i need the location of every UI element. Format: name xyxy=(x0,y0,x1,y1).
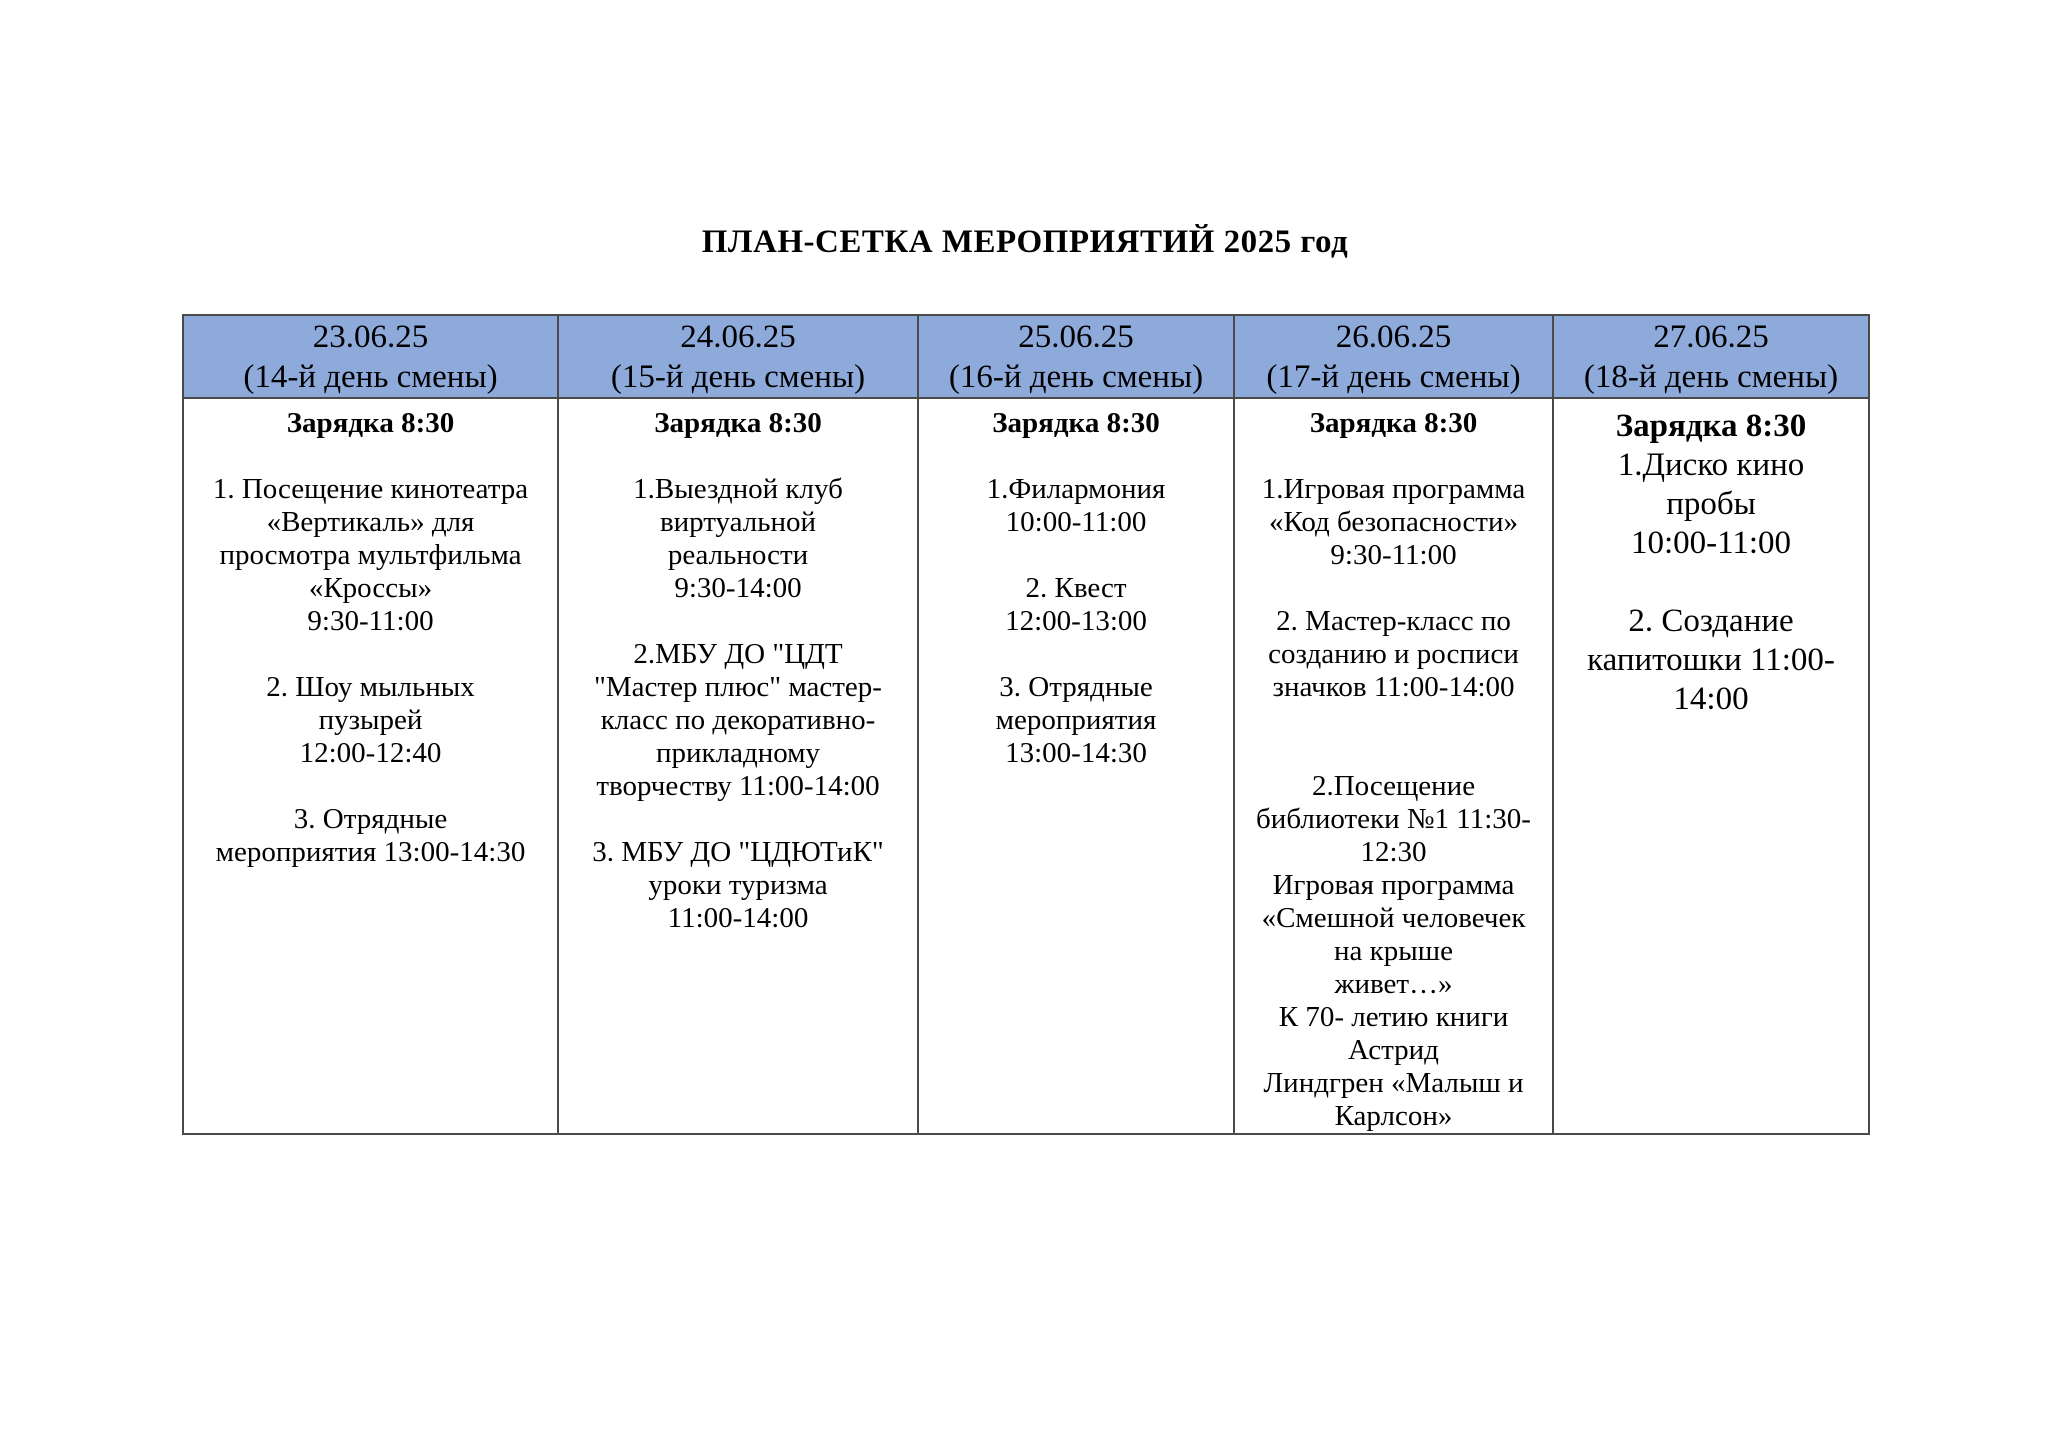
cell-line: 3. МБУ ДО "ЦДЮТиК" xyxy=(592,836,884,868)
cell-line: виртуальной xyxy=(659,506,817,538)
cell-line: 1.Выездной клуб xyxy=(633,473,843,505)
cell-line: уроки туризма xyxy=(648,869,828,901)
cell-line xyxy=(190,440,551,473)
cell-line: 2. Квест xyxy=(1025,572,1127,604)
page-title: ПЛАН-СЕТКА МЕРОПРИЯТИЙ 2025 год xyxy=(701,224,1349,260)
column-date: 26.06.25 xyxy=(1335,318,1452,355)
cell-line: 9:30-11:00 xyxy=(1330,539,1457,571)
cell-line xyxy=(925,539,1227,572)
column-header-day-17 xyxy=(1234,315,1553,398)
cell-line: 12:00-13:00 xyxy=(1005,605,1147,637)
header-row xyxy=(183,315,1869,398)
cell-line: 12:30 xyxy=(1360,836,1427,868)
schedule-cell-day-15 xyxy=(558,398,918,1134)
cell-line: 2.МБУ ДО "ЦДТ xyxy=(633,638,843,670)
cell-line: Игровая программа xyxy=(1272,869,1515,901)
cell-line xyxy=(565,803,911,836)
schedule-cell-day-17 xyxy=(1234,398,1553,1134)
cell-line: живет…» xyxy=(1334,968,1453,1000)
schedule-cell-day-14 xyxy=(183,398,558,1134)
column-date: 24.06.25 xyxy=(680,318,796,355)
column-date: 23.06.25 xyxy=(312,318,429,355)
column-header-day-14 xyxy=(183,315,558,398)
cell-line xyxy=(190,770,551,803)
cell-title: Зарядка 8:30 xyxy=(286,407,455,439)
cell-line: «Код безопасности» xyxy=(1268,506,1519,538)
cell-line: 1. Посещение кинотеатра xyxy=(212,473,529,505)
cell-line: просмотра мультфильма xyxy=(219,539,522,571)
column-day-label: (17-й день смены) xyxy=(1266,358,1521,395)
cell-line: прикладному xyxy=(655,737,821,769)
cell-title: Зарядка 8:30 xyxy=(1615,408,1807,444)
cell-line: 2. Шоу мыльных xyxy=(266,671,475,703)
cell-title: Зарядка 8:30 xyxy=(1309,407,1478,439)
cell-title: Зарядка 8:30 xyxy=(654,407,822,439)
cell-title: Зарядка 8:30 xyxy=(992,407,1160,439)
column-day-label: (18-й день смены) xyxy=(1583,358,1839,395)
cell-lines xyxy=(565,440,911,935)
cell-line: творчеству 11:00-14:00 xyxy=(596,770,880,802)
cell-line: Карлсон» xyxy=(1334,1100,1453,1132)
cell-line xyxy=(1560,563,1862,602)
cell-line: 12:00-12:40 xyxy=(299,737,442,769)
cell-line: 11:00-14:00 xyxy=(667,902,809,934)
cell-line: 10:00-11:00 xyxy=(1005,506,1147,538)
cell-line: значков 11:00-14:00 xyxy=(1272,671,1515,703)
cell-line: «Смешной человечек xyxy=(1261,902,1526,934)
cell-line: «Вертикаль» для xyxy=(266,506,475,538)
cell-line: пузырей xyxy=(318,704,423,736)
column-day-label: (14-й день смены) xyxy=(243,358,498,395)
cell-line: 2. Создание xyxy=(1628,603,1794,639)
cell-line: 14:00 xyxy=(1673,681,1749,717)
cell-line xyxy=(925,638,1227,671)
cell-line: 3. Отрядные xyxy=(999,671,1153,703)
cell-line: на крыше xyxy=(1334,935,1453,967)
cell-line xyxy=(565,440,911,473)
body-row xyxy=(183,398,1869,1134)
cell-line: К 70- летию книги xyxy=(1278,1001,1509,1033)
cell-line xyxy=(190,638,551,671)
schedule-table xyxy=(182,314,1870,1135)
cell-line xyxy=(1241,704,1546,737)
column-header-day-15 xyxy=(558,315,918,398)
cell-line: реальности xyxy=(667,539,809,571)
cell-line: капитошки 11:00- xyxy=(1587,642,1835,678)
schedule-cell-day-16 xyxy=(918,398,1234,1134)
cell-line: Астрид xyxy=(1348,1034,1439,1066)
cell-line: 1.Диско кино xyxy=(1617,447,1805,483)
cell-line xyxy=(925,440,1227,473)
column-day-label: (15-й день смены) xyxy=(610,358,866,395)
column-header-day-16 xyxy=(918,315,1234,398)
cell-line: 1.Филармония xyxy=(986,473,1166,505)
cell-line: 10:00-11:00 xyxy=(1630,525,1792,561)
column-day-label: (16-й день смены) xyxy=(948,358,1204,395)
column-date: 25.06.25 xyxy=(1018,318,1134,355)
cell-line xyxy=(1241,737,1546,770)
cell-lines xyxy=(1241,440,1546,1133)
cell-line: 3. Отрядные xyxy=(293,803,448,835)
cell-line xyxy=(565,605,911,638)
cell-lines xyxy=(1560,446,1862,719)
cell-line: 2.Посещение xyxy=(1311,770,1476,802)
cell-line: класс по декоративно- xyxy=(600,704,876,736)
cell-line: «Кроссы» xyxy=(308,572,433,604)
cell-line: 9:30-11:00 xyxy=(307,605,434,637)
schedule-cell-day-18 xyxy=(1553,398,1869,1134)
cell-line: пробы xyxy=(1666,486,1756,522)
cell-line: мероприятия xyxy=(995,704,1157,736)
cell-line: созданию и росписи xyxy=(1268,638,1519,670)
cell-line: 1.Игровая программа xyxy=(1261,473,1526,505)
cell-line xyxy=(1241,440,1546,473)
cell-line: 13:00-14:30 xyxy=(1005,737,1147,769)
cell-lines xyxy=(925,440,1227,770)
cell-line: "Мастер плюс" мастер- xyxy=(594,671,882,703)
cell-line: 9:30-14:00 xyxy=(674,572,802,604)
cell-line: библиотеки №1 11:30- xyxy=(1256,803,1531,835)
cell-line: Линдгрен «Малыш и xyxy=(1263,1067,1524,1099)
cell-line: мероприятия 13:00-14:30 xyxy=(215,836,526,868)
cell-lines xyxy=(190,440,551,869)
cell-line xyxy=(1241,572,1546,605)
cell-line: 2. Мастер-класс по xyxy=(1276,605,1511,637)
column-date: 27.06.25 xyxy=(1653,318,1769,355)
column-header-day-18 xyxy=(1553,315,1869,398)
